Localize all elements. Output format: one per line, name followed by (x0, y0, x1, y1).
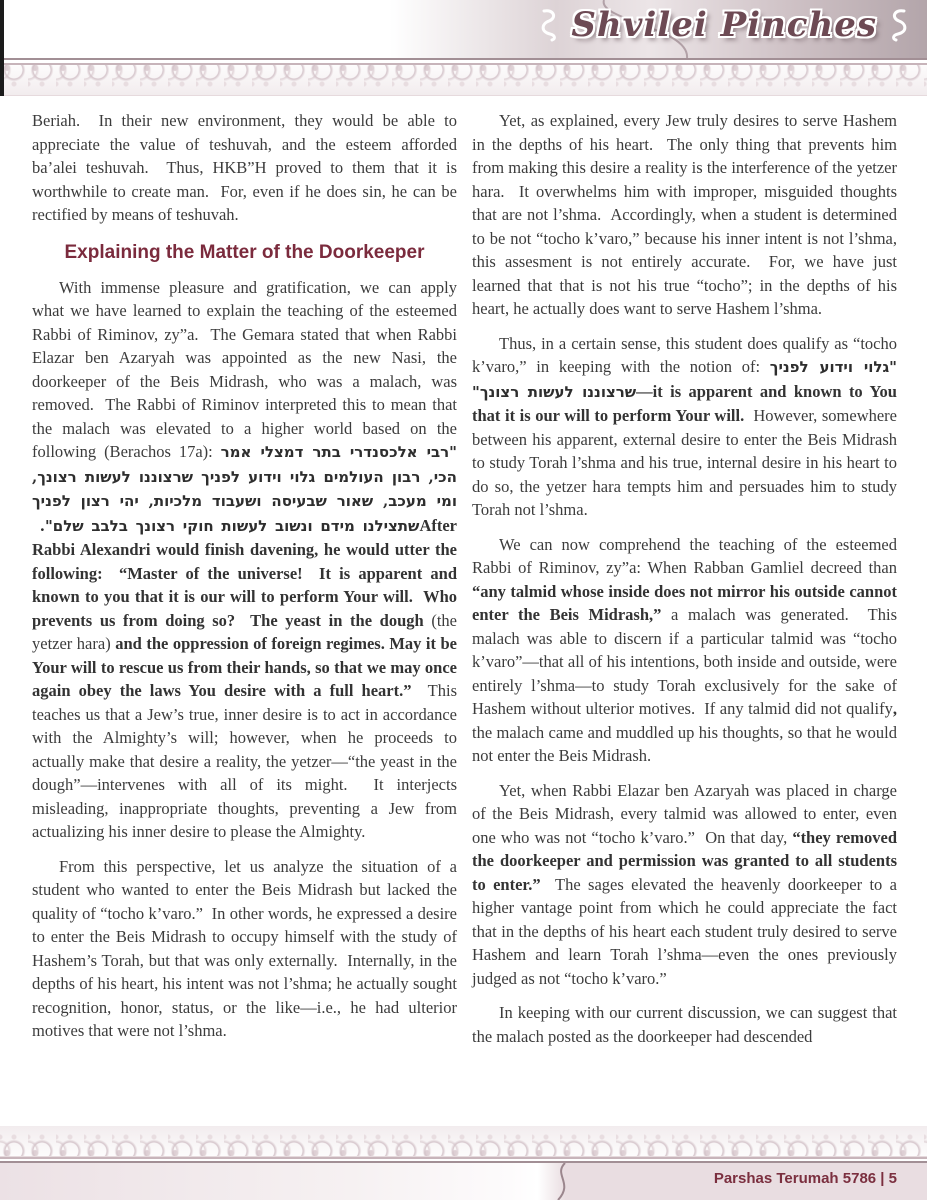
text-run: “they removed the doorkeeper and permission was granted to all students to enter.” (472, 827, 902, 894)
page-header (0, 0, 927, 96)
page-content (0, 96, 927, 1127)
section-heading: Explaining the Matter of the Doorkeeper (64, 241, 425, 263)
footer-band (0, 1163, 927, 1200)
paragraph (472, 1001, 902, 1048)
paragraph (472, 109, 902, 321)
text-run: The sages elevated the heavenly doorkeeper to a higher vantage point from which he could appreciate the fact that in the depths of his heart each student truly desired to serve Hashem and learn Torah l’shma—even the ones previously judged as not “tocho k’varo.” (472, 874, 902, 988)
text-run: From this perspective, let us analyze the situation of a student who wanted to enter the Beis Midrash but lacked the quality of “tocho k’varo.” In other words, he expressed a desire to enter the Beis Midrash to occupy himself with the study of Hashem’s Torah, but that was only externally. Internally, in the depths of his heart, his intent was not l’shma; he actually sought recognition, honor, status, or the like—i.e., he had ulterior motives that were not l’shma. (32, 856, 462, 1040)
left-edge-bar (0, 0, 4, 96)
text-columns (32, 109, 903, 1059)
text-run: the malach came and muddled up his thoughts, so that he would not enter the Beis Midrash. (472, 699, 902, 765)
title-wrap (537, 5, 911, 45)
paragraph (472, 533, 902, 768)
text-run: Beriah. In their new environment, they would be able to appreciate the value of teshuvah, and the esteem afforded ba’alei teshuvah. Thus, HKB”H proved to them that it is worthwhile to create man. For, even if he does sin, he can be rectified by means of teshuvah. (32, 111, 462, 224)
flourish-left-icon (537, 8, 559, 42)
paragraph (472, 779, 902, 991)
page-footer (0, 1126, 927, 1200)
text-run: (the yetzer hara) (32, 610, 462, 653)
text-run: We can now comprehend the teaching of the esteemed Rabbi of Riminov, zy”a: When Rabban Gamliel decreed than (472, 534, 902, 577)
text-run: Yet, when Rabbi Elazar ben Azaryah was placed in charge of the Beis Midrash, every talmid was allowed to enter, even one who was not “tocho k’varo.” On that day, (472, 780, 902, 847)
lace-border-top (0, 65, 927, 96)
text-run: With immense pleasure and gratification, we can apply what we have learned to explain the teaching of the esteemed Rabbi of Riminov, zy”a. The Gemara stated that when Rabbi Elazar ben Azaryah was appointed as the new Nasi, the doorkeeper of the Beis Midrash, who was a malach, was removed. The Rabbi of Riminov interpreted this to mean that the malach was elevated to a higher world based on the following (Berachos 17a): (32, 277, 462, 461)
column-right (472, 109, 903, 1059)
text-run: —it is apparent and known to You that it is our will to perform Your will. (472, 381, 902, 425)
header-band (0, 0, 927, 58)
lace-border-bottom (0, 1126, 927, 1157)
text-run: and the oppression of foreign regimes. May it be Your will to rescue us from their hands, so that we may once again obey the laws You desire with a full heart.” (32, 634, 462, 700)
text-run: Thus, in a certain sense, this student does qualify as “tocho k’varo,” in keeping with the notion of: (472, 333, 902, 376)
text-run: This teaches us that a Jew’s true, inner desire is to act in accordance with the Almighty’s will; however, when he proceeds to actually make that desire a reality, the yetzer—“the yeast in the dough”—intervenes with all of its might. It interjects misleading, inappropriate thoughts, preventing a Jew from actualizing his inner desire to please the Almighty. (32, 681, 462, 841)
text-run: , (892, 699, 897, 718)
header-rule (0, 58, 927, 65)
text-run: a malach was generated. This malach was able to discern if a particular talmid was “tocho k’varo”—that all of his intentions, both inside and outside, were entirely l’shma—to study Torah exclusively for the sake of Hashem without ulterior motives. If any talmid did not qualify (472, 605, 902, 718)
text-run: However, somewhere between his apparent, external desire to enter the Beis Midrash to study Torah l’shma and his true, internal desire in his heart to do so, the yetzer hara tempts him and persuades him to study Torah not l’shma. (472, 406, 902, 519)
paragraph (32, 855, 462, 1043)
text-run: After Rabbi Alexandri would finish davening, he would utter the following: “Master of the universe! It is apparent and known to you that it is our will to perform Your will. Who prevents us from doing so? The yeast in the dough (32, 515, 462, 630)
flourish-right-icon (889, 8, 911, 42)
paragraph (32, 109, 462, 227)
page-number-label: Parshas Terumah 5786 | 5 (713, 1170, 897, 1187)
column-left (32, 109, 463, 1059)
paragraph (472, 332, 903, 522)
text-run: “any talmid whose inside does not mirror his outside cannot enter the Beis Midrash,” (472, 581, 902, 624)
text-run: Yet, as explained, every Jew truly desires to serve Hashem in the depths of his heart. The only thing that prevents him from making this desire a reality is the interference of the yetzer hara. It overwhelms him with improper, misguided thoughts that are not l’shma. Accordingly, when a student is determined to be not “tocho k’varo,” because his inner intent is not l’shma, this assesment is not entirely accurate. For, we have just learned that that is not his true “tocho”; in the depths of his heart, he actually does want to serve Hashem l’shma. (472, 111, 902, 318)
text-run: In keeping with our current discussion, we can suggest that the malach posted as the doorkeeper had descended (472, 1003, 902, 1046)
page-title: Shvilei Pinches (571, 5, 877, 45)
text-run: "רבי אלכסנדרי בתר דמצלי אמר הכי, רבון העולמים גלוי וידוע לפניך שרצוננו לעשות רצונך, ומי מעכב, שאור שבעיסה ושעבוד מלכיות, יהי רצון לפניך שתצילנו מידם ונשוב לעשות חוקי רצונך בלבב שלם". (32, 443, 463, 535)
text-run: "גלוי וידוע לפניך שרצוננו לעשות רצונך" (472, 358, 903, 401)
paragraph (32, 276, 463, 844)
